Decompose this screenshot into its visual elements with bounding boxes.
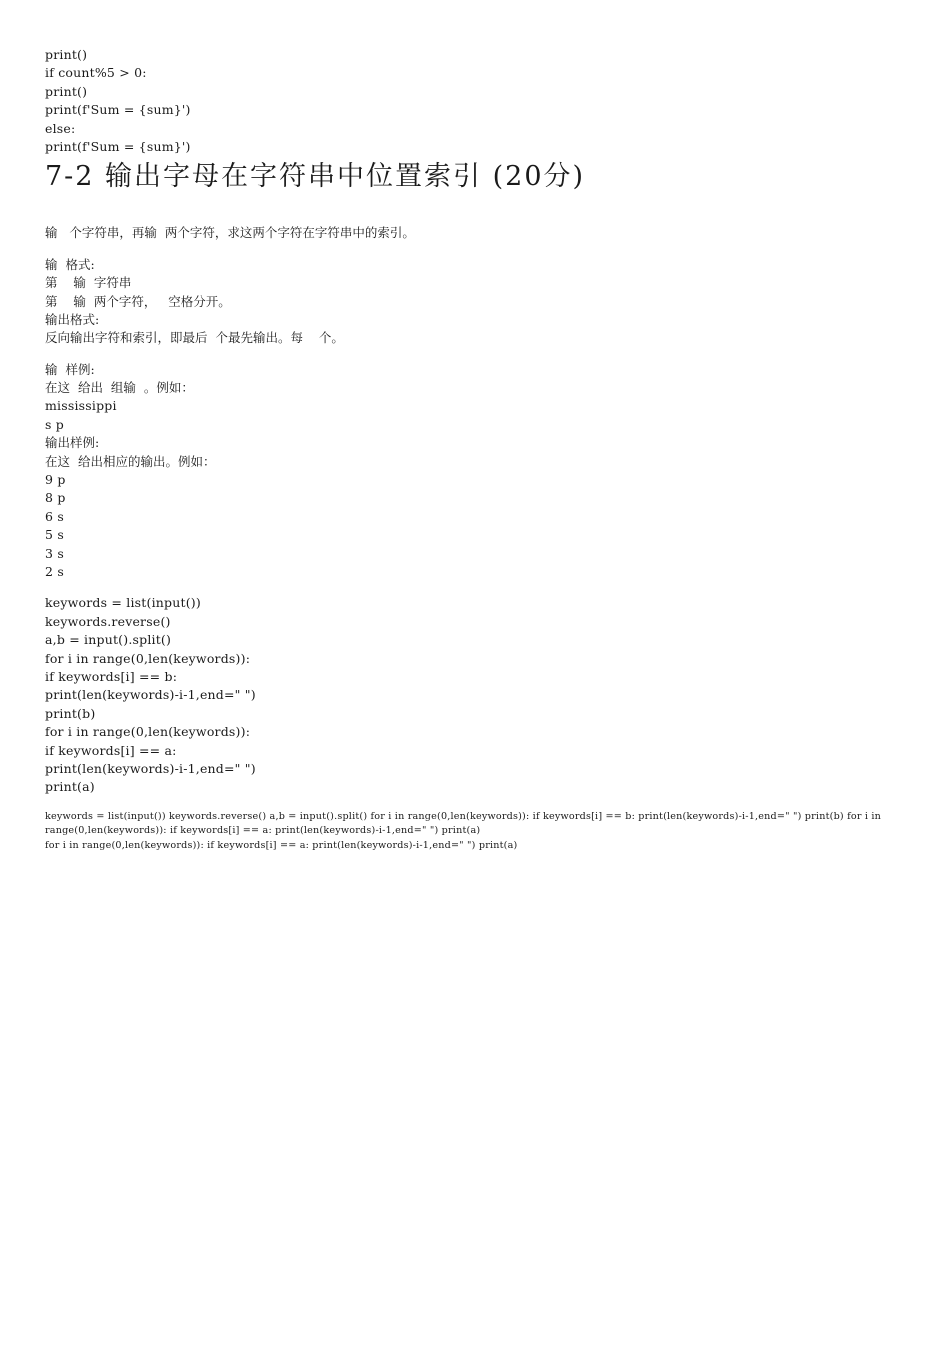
- section-line: 输出样例:: [45, 435, 100, 451]
- code-line: print(): [45, 83, 88, 99]
- flattened-code-line: range(0,len(keywords)): if keywords[i] == a: print(len(keywords)-i-1,end=" ") print(a): [45, 825, 481, 837]
- sample-output-section: [45, 434, 945, 581]
- input-format-section: [45, 256, 945, 311]
- sample-input-section: [45, 361, 945, 435]
- flattened-code-block: [45, 810, 945, 854]
- problem-title: 7-2 输出字母在字符串中位置索引 (20分): [45, 161, 586, 193]
- document-page: [45, 46, 945, 854]
- code-line: print(len(keywords)-i-1,end=" "): [45, 687, 256, 703]
- section-line: 第 输 字符串: [45, 275, 132, 291]
- code-line: else:: [45, 120, 76, 136]
- spacer: [45, 797, 945, 810]
- section-line: 输出格式:: [45, 311, 100, 327]
- code-line: print(f'Sum = {sum}'): [45, 102, 191, 118]
- code-line: for i in range(0,len(keywords)):: [45, 650, 251, 666]
- code-line: if keywords[i] == a:: [45, 742, 177, 758]
- problem-description: 输 个字符串，再输 两个字符，求这两个字符在字符串中的索引。: [45, 225, 415, 241]
- sample-output-line: 8 p: [45, 490, 66, 506]
- sample-output-line: 5 s: [45, 527, 64, 543]
- sample-input-line: mississippi: [45, 398, 117, 414]
- code-line: print(b): [45, 705, 96, 721]
- code-line: print(a): [45, 779, 95, 795]
- sample-input-line: s p: [45, 416, 64, 432]
- flattened-code-line: for i in range(0,len(keywords)): if keywords[i] == a: print(len(keywords)-i-1,end=" ") print(a): [45, 840, 518, 852]
- code-line: for i in range(0,len(keywords)):: [45, 724, 251, 740]
- sample-output-line: 3 s: [45, 545, 64, 561]
- code-line: keywords.reverse(): [45, 613, 171, 629]
- spacer: [45, 243, 945, 256]
- code-line: print(len(keywords)-i-1,end=" "): [45, 760, 256, 776]
- code-line: keywords = list(input()): [45, 595, 201, 611]
- section-line: 第 输 两个字符， 空格分开。: [45, 293, 231, 309]
- solution-code-block: [45, 594, 945, 796]
- code-line: a,b = input().split(): [45, 632, 172, 648]
- section-line: 输 样例:: [45, 361, 95, 377]
- sample-output-line: 9 p: [45, 472, 66, 488]
- section-line: 反向输出字符和索引，即最后 个最先输出。每 个。: [45, 330, 344, 346]
- code-line: if keywords[i] == b:: [45, 668, 178, 684]
- spacer: [45, 348, 945, 361]
- flattened-code-line: keywords = list(input()) keywords.reverse() a,b = input().split() for i in range(0,len(keywords)): if keywords[i] == b: print(len(keywords)-i-1,end=" ") print(b) for i in: [45, 810, 882, 822]
- code-line: print(f'Sum = {sum}'): [45, 138, 191, 154]
- section-line: 输 格式:: [45, 256, 95, 272]
- sample-output-line: 6 s: [45, 508, 64, 524]
- section-line: 在这 给出相应的输出。例如：: [45, 453, 216, 469]
- section-line: 在这 给出 组输 。例如：: [45, 380, 194, 396]
- output-format-section: [45, 311, 945, 348]
- sample-output-line: 2 s: [45, 563, 64, 579]
- top-code-block: [45, 46, 945, 156]
- spacer: [45, 581, 945, 594]
- code-line: if count%5 > 0:: [45, 65, 147, 81]
- code-line: print(): [45, 47, 88, 62]
